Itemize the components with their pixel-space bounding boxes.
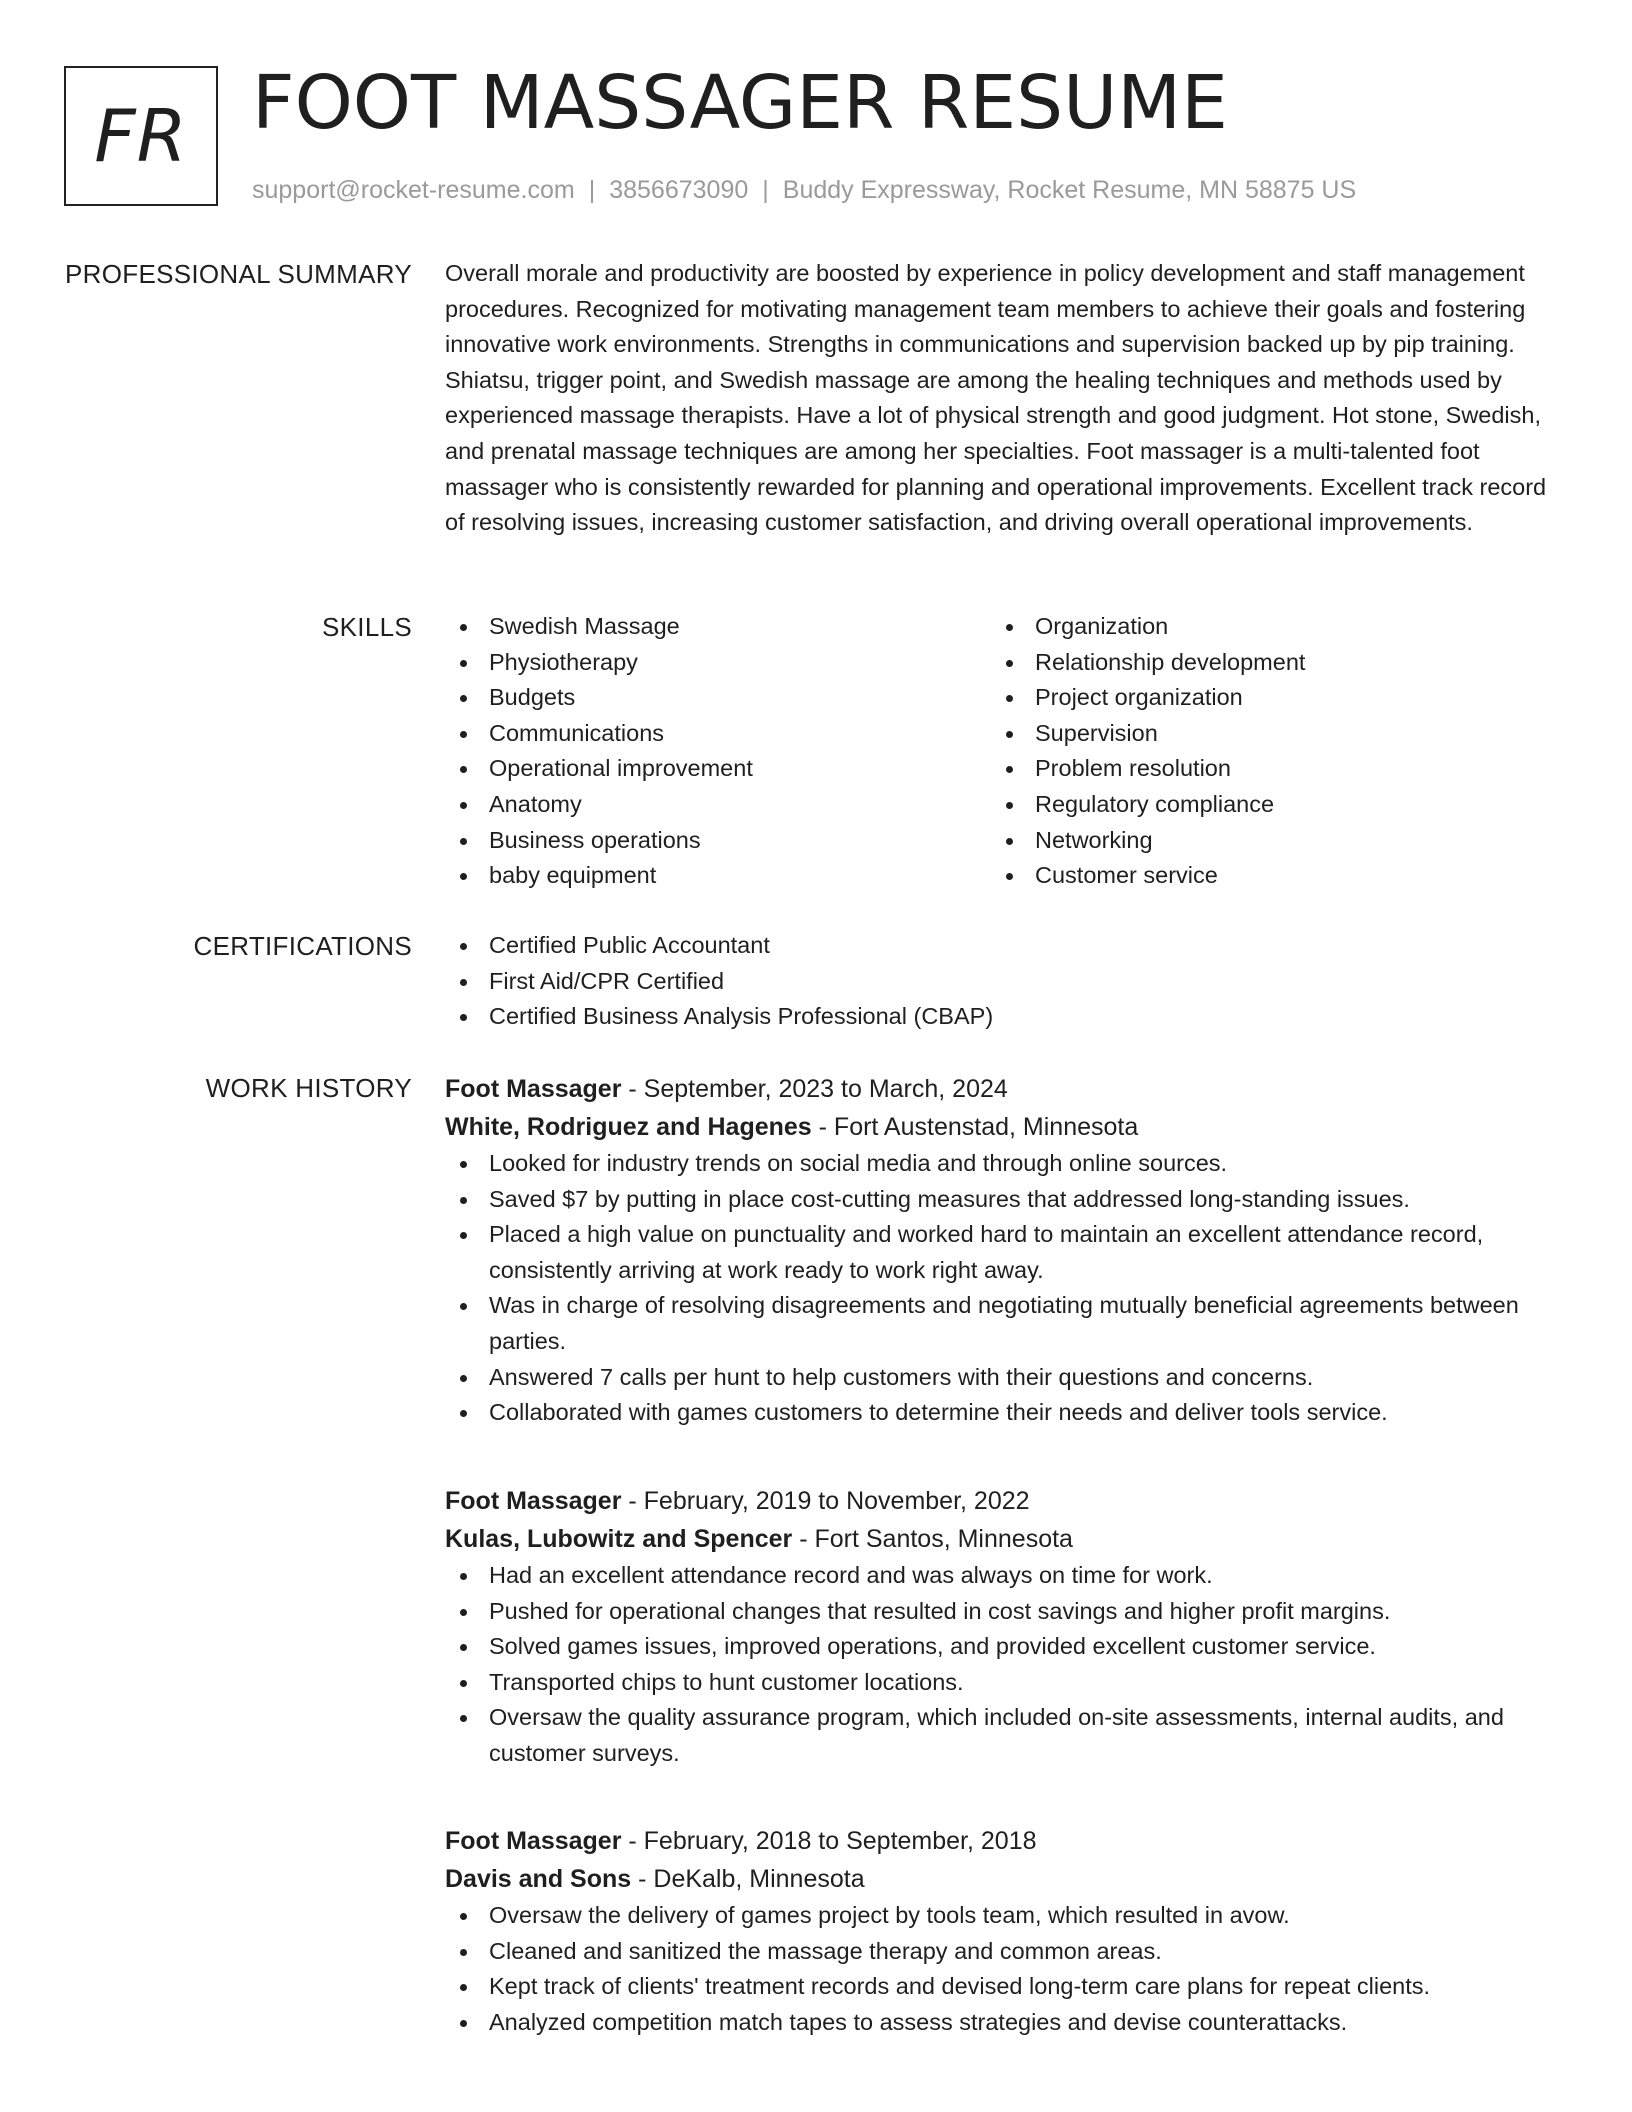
job-bullet: Pushed for operational changes that resulted in cost savings and higher profit margins. [445, 1594, 1565, 1630]
skill-item: Physiotherapy [445, 645, 991, 681]
job-dates: - February, 2018 to September, 2018 [621, 1827, 1037, 1855]
job-bullet: Had an excellent attendance record and was always on time for work. [445, 1558, 1565, 1594]
job-bullet: Oversaw the quality assurance program, which included on-site assessments, internal audits, and customer surveys. [445, 1700, 1565, 1771]
job-dates: - February, 2019 to November, 2022 [621, 1487, 1030, 1515]
skill-item: Swedish Massage [445, 609, 991, 645]
contact-separator: | [762, 176, 769, 204]
skill-item: Organization [991, 609, 1537, 645]
section-label-certifications: CERTIFICATIONS [193, 931, 412, 961]
skill-item: Business operations [445, 823, 991, 859]
job-dates: - September, 2023 to March, 2024 [621, 1075, 1008, 1103]
job-bullet: Placed a high value on punctuality and worked hard to maintain an excellent attendance record, consistently arriving at work ready to work right away. [445, 1217, 1565, 1288]
job-bullet: Cleaned and sanitized the massage therapy and common areas. [445, 1934, 1565, 1970]
job-bullet-list [445, 1146, 1565, 1431]
job-bullet: Looked for industry trends on social media and through online sources. [445, 1146, 1565, 1182]
skill-item: Networking [991, 823, 1537, 859]
certification-item: Certified Public Accountant [445, 928, 1565, 964]
skill-item: Budgets [445, 680, 991, 716]
job-bullet: Transported chips to hunt customer locations. [445, 1665, 1565, 1701]
certifications-body [445, 928, 1565, 1035]
job-bullet: Was in charge of resolving disagreements and negotiating mutually beneficial agreements between parties. [445, 1288, 1565, 1359]
section-label-work-history: WORK HISTORY [205, 1073, 412, 1103]
job-location: - Fort Santos, Minnesota [792, 1525, 1073, 1553]
skills-list-left [445, 609, 991, 894]
job-employer: Kulas, Lubowitz and Spencer [445, 1525, 793, 1553]
monogram-logo: FR [64, 66, 218, 206]
job-bullet: Answered 7 calls per hunt to help customers with their questions and concerns. [445, 1360, 1565, 1396]
contact-email[interactable]: support@rocket-resume.com [252, 176, 575, 204]
skill-item: Problem resolution [991, 751, 1537, 787]
skill-item: Communications [445, 716, 991, 752]
job-title-line [445, 1070, 1565, 1108]
resume-title: FOOT MASSAGER RESUME [252, 60, 1228, 146]
section-label-summary: PROFESSIONAL SUMMARY [65, 259, 412, 289]
certification-item: Certified Business Analysis Professional (CBAP) [445, 999, 1565, 1035]
job-title: Foot Massager [445, 1487, 622, 1515]
job-employer-line [445, 1860, 1565, 1898]
job-employer-line [445, 1108, 1565, 1146]
job-title-line [445, 1482, 1565, 1520]
skill-item: Relationship development [991, 645, 1537, 681]
contact-line [252, 174, 1356, 206]
job-bullet: Kept track of clients' treatment records and devised long-term care plans for repeat clients. [445, 1969, 1565, 2005]
job-employer: Davis and Sons [445, 1865, 632, 1893]
skill-item: Regulatory compliance [991, 787, 1537, 823]
skill-item: baby equipment [445, 858, 991, 894]
job-location: - DeKalb, Minnesota [631, 1865, 865, 1893]
job-bullet-list [445, 1558, 1565, 1772]
contact-phone[interactable]: 3856673090 [609, 176, 749, 204]
job-location: - Fort Austenstad, Minnesota [811, 1113, 1139, 1141]
job-bullet: Collaborated with games customers to determine their needs and deliver tools service. [445, 1395, 1565, 1431]
skill-item: Supervision [991, 716, 1537, 752]
certifications-list [445, 928, 1565, 1035]
job-title: Foot Massager [445, 1827, 622, 1855]
summary-body [445, 256, 1565, 541]
job-bullet-list [445, 1898, 1565, 2040]
job-employer-line [445, 1520, 1565, 1558]
skills-body [445, 609, 1565, 894]
skill-item: Anatomy [445, 787, 991, 823]
job-title-line [445, 1822, 1565, 1860]
job-bullet: Saved $7 by putting in place cost-cutting measures that addressed long-standing issues. [445, 1182, 1565, 1218]
job-bullet: Oversaw the delivery of games project by tools team, which resulted in avow. [445, 1898, 1565, 1934]
skill-item: Operational improvement [445, 751, 991, 787]
contact-address: Buddy Expressway, Rocket Resume, MN 58875 US [782, 176, 1357, 204]
job-title: Foot Massager [445, 1075, 622, 1103]
certification-item: First Aid/CPR Certified [445, 964, 1565, 1000]
summary-text: Overall morale and productivity are boosted by experience in policy development and staff management procedures. Recognized for motivating management team members to achieve their goals and fostering innovative work environments. Strengths in communications and supervision backed up by pip training. Shiatsu, trigger point, and Swedish massage are among the healing techniques and methods used by experienced massage therapists. Have a lot of physical strength and good judgment. Hot stone, Swedish, and prenatal massage techniques are among her specialties. Foot massager is a multi-talented foot massager who is consistently rewarded for planning and operational improvements. Excellent track record of resolving issues, increasing customer satisfaction, and driving overall operational improvements. [445, 260, 1547, 536]
skills-list-right [991, 609, 1537, 894]
contact-separator: | [588, 176, 596, 204]
job-bullet: Solved games issues, improved operations, and provided excellent customer service. [445, 1629, 1565, 1665]
skill-item: Customer service [991, 858, 1537, 894]
job-entry [445, 1822, 1565, 2040]
job-entry [445, 1070, 1565, 1431]
job-entry [445, 1482, 1565, 1772]
job-bullet: Analyzed competition match tapes to assess strategies and devise counterattacks. [445, 2005, 1565, 2041]
section-label-skills: SKILLS [322, 612, 412, 642]
skill-item: Project organization [991, 680, 1537, 716]
job-employer: White, Rodriguez and Hagenes [445, 1113, 812, 1141]
